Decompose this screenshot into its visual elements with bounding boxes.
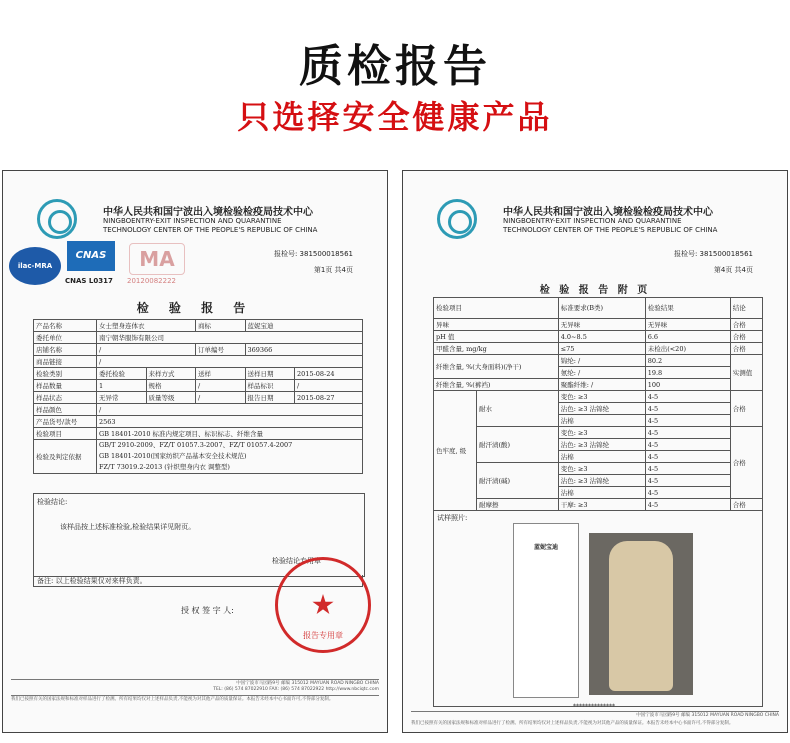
conclusion-box: 检验结论: 该样品按上述标准检验,检验结果详见附页。 检验结论专用章 — [33, 493, 365, 577]
table-row: 耐摩擦 干摩: ≥3 4-5 合格 — [434, 499, 763, 511]
report-title: 检 验 报 告 — [136, 301, 254, 315]
accreditation-badges — [9, 239, 184, 297]
photo-label: 试样照片: — [437, 514, 468, 522]
table-row: 甲醛含量, mg/kg ≤75 未检出(<20) 合格 — [434, 343, 763, 355]
table-row: 检验类别 委托检验 来样方式 送样 送样日期 2015-08-24 — [34, 368, 363, 380]
table-row: 产品货号/款号 2563 — [34, 416, 363, 428]
cnas-label: CNAS L0317 — [65, 277, 113, 285]
table-row: 委托单位 南宁朝华服饰有限公司 — [34, 332, 363, 344]
table-row: 耐汗渍(碱) 变色: ≥3 4-5 — [434, 463, 763, 475]
product-tag-image: 蓝妮宝迪 — [513, 523, 579, 698]
table-row: 产品名称 女士塑身连体衣 商标 蓝妮宝迪 — [34, 320, 363, 332]
table-row: 纤维含量, %(大身面料)(净干) 锦纶: / 80.2 实测值 — [434, 355, 763, 367]
report-page-1 — [2, 170, 388, 733]
ciq-logo-icon — [37, 199, 77, 239]
footer-address: 中国宁波市马园路9号 邮编 315012 MAYUAN ROAD NINGBO CHINA — [636, 713, 779, 718]
red-seal-stamp: 报告专用章 — [275, 557, 371, 653]
table-row: 商品链接 / — [34, 356, 363, 368]
cnas-badge: CNAS — [67, 241, 115, 271]
table-row: 纤维含量, %(裤裆) 聚酯纤维: / 100 — [434, 379, 763, 391]
page-number: 第4页 共4页 — [713, 266, 753, 274]
table-row: 沾棉 4-5 — [434, 415, 763, 427]
seal-text: 检验结论专用章 — [272, 557, 321, 565]
footer-disclaimer: 我们已按照有关的国家法规和标准对样品进行了检测。所有结果均仅对上述样品负责,不能视为对其他产品的质量保证。本报告未经本中心书面许可,不得部分复制。 — [411, 721, 734, 726]
table-row: 沾棉 4-5 — [434, 451, 763, 463]
table-row: 氨纶: / 19.8 — [434, 367, 763, 379]
table-row: 沾色: ≥3 沾锦纶 4-5 — [434, 439, 763, 451]
ciq-logo-icon — [437, 199, 477, 239]
org-name-cn: 中华人民共和国宁波出入境检验检疫局技术中心 — [103, 207, 313, 218]
report-info-table — [33, 319, 363, 474]
footer-disclaimer: 我们已按照有关的国家法规和标准对样品进行了检测。所有结果均仅对上述样品负责,不能视为对其他产品的质量保证。本报告未经本中心书面许可,不得部分复制。 — [11, 697, 334, 702]
cma-badge: MA — [129, 243, 185, 275]
report-page-4 — [402, 170, 788, 733]
end-marker: ************** — [573, 703, 615, 710]
table-row: 样品颜色 / — [34, 404, 363, 416]
table-row: 样品状态 无异常 质量等级 / 报告日期 2015-08-27 — [34, 392, 363, 404]
table-row: 色牢度, 级 耐水 变色: ≥3 4-5 合格 — [434, 391, 763, 403]
org-name-en: NINGBOENTRY-EXIT INSPECTION AND QUARANTINE TECHNOLOGY CENTER OF THE PEOPLE'S REPUBLIC OF CHINA — [503, 217, 718, 234]
org-name-cn: 中华人民共和国宁波出入境检验检疫局技术中心 — [503, 207, 713, 218]
table-row: 检验项目 GB 18401-2010 标准内规定项目、标识标志、纤维含量 — [34, 428, 363, 440]
signer-label: 授 权 签 字 人: — [181, 606, 234, 615]
cma-label: 20120082222 — [127, 277, 176, 285]
table-header-row: 检验项目 标准要求(B类) 检验结果 结论 — [434, 298, 763, 319]
table-row: 异味 无异味 无异味 合格 — [434, 319, 763, 331]
table-row: 沾色: ≥3 沾锦纶 4-5 — [434, 475, 763, 487]
table-row: 店铺名称 / 订单编号 369366 — [34, 344, 363, 356]
report-number: 报检号: 381500018561 — [273, 250, 353, 258]
page-subtitle: 只选择安全健康产品 — [237, 98, 553, 136]
table-row: 沾棉 4-5 — [434, 487, 763, 499]
test-results-table — [433, 297, 763, 511]
footer-address: 中国宁波市马园路9号 邮编 315012 MAYUAN ROAD NINGBO CHINA TEL: (86) 574 87022910 FAX: (86) 574 87022922 http://www.nbciqtc.com — [213, 681, 379, 692]
org-name-en: NINGBOENTRY-EXIT INSPECTION AND QUARANTINE TECHNOLOGY CENTER OF THE PEOPLE'S REPUBLIC OF CHINA — [103, 217, 318, 234]
table-row: pH 值 4.0~8.5 6.6 合格 — [434, 331, 763, 343]
table-row: 检验及判定依据 GB/T 2910-2009、FZ/T 01057.3-2007、FZ/T 01057.4-2007 GB 18401-2010(国家纺织产品基本安全技术规范) FZ/T 73019.2-2013 (针织塑身内衣 调整型) — [34, 440, 363, 474]
conclusion-text: 该样品按上述标准检验,检验结果详见附页。 — [60, 523, 196, 531]
appendix-title: 检 验 报 告 附 页 — [539, 285, 651, 296]
product-photo — [589, 533, 693, 695]
report-number: 报检号: 381500018561 — [673, 250, 753, 258]
page-title: 质检报告 — [299, 41, 491, 92]
table-row: 耐汗渍(酸) 变色: ≥3 4-5 合格 — [434, 427, 763, 439]
table-row: 沾色: ≥3 沾锦纶 4-5 — [434, 403, 763, 415]
page-number: 第1页 共4页 — [313, 266, 353, 274]
note: 备注: 以上检验结果仅对来样负责。 — [33, 575, 363, 587]
ilac-mra-badge: ilac-MRA — [9, 247, 61, 285]
table-row: 样品数量 1 规格 / 样品标识 / — [34, 380, 363, 392]
